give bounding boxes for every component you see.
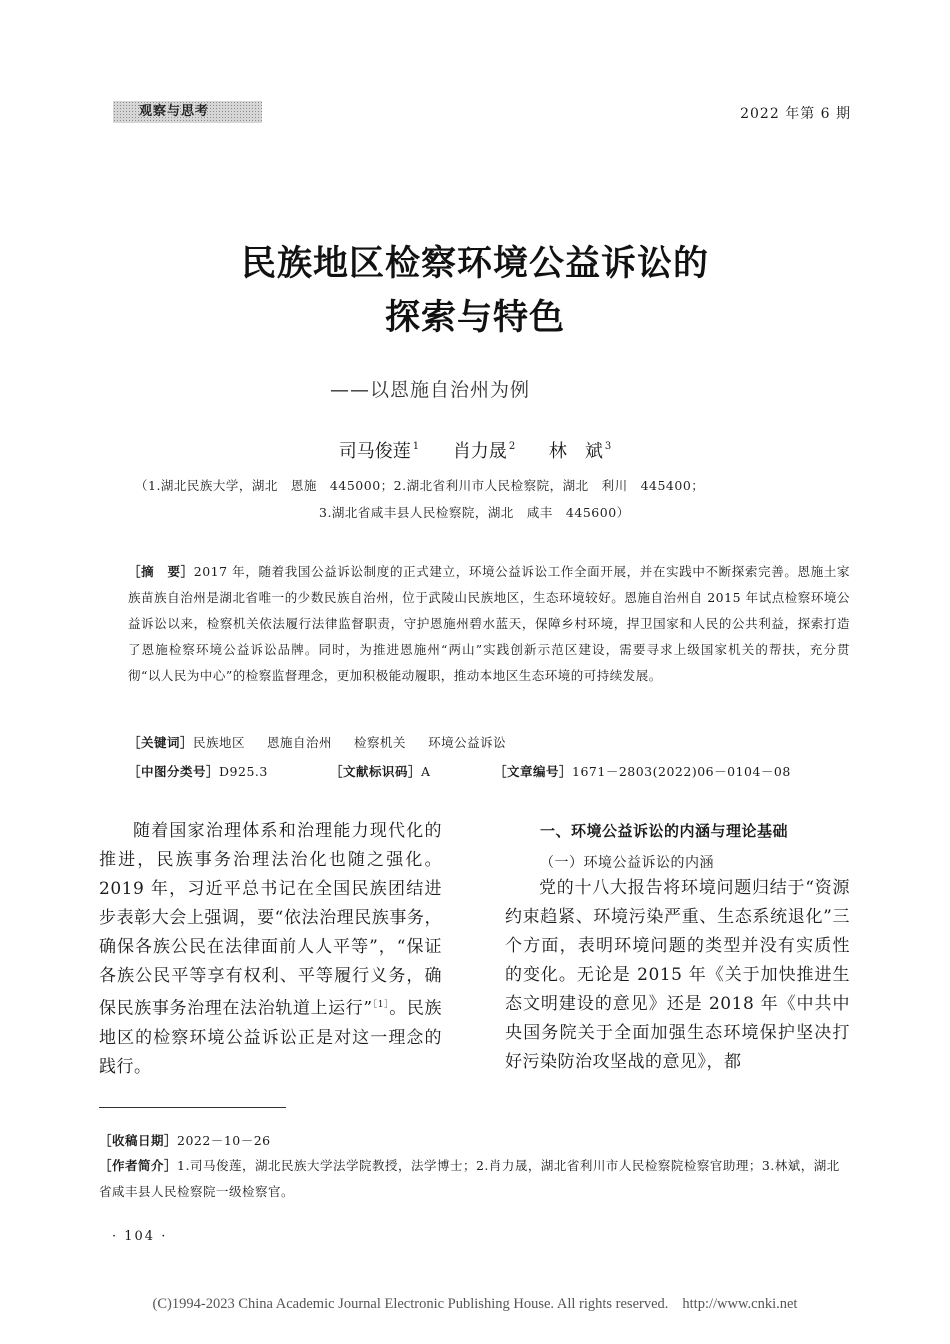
citation-ref: ［1］ bbox=[372, 1000, 390, 1010]
copyright-notice: (C)1994-2023 China Academic Journal Electronic Publishing House. All rights reserved. http://www.cnki.net bbox=[152, 1296, 798, 1312]
author: 肖力晟 $^2$ bbox=[452, 441, 516, 462]
body-right-column bbox=[505, 874, 850, 1077]
article-title-line1: 民族地区检察环境公益诉讼的 bbox=[240, 244, 709, 284]
affiliation-line2: 3.湖北省咸丰县人民检察院，湖北 咸丰 445600） bbox=[319, 505, 630, 520]
keyword: 检察机关 bbox=[354, 735, 407, 750]
article-number: ［文章编号］1671－2803(2022)06－0104－08 bbox=[494, 764, 791, 779]
footnote-divider bbox=[99, 1107, 286, 1108]
clc-number: ［中图分类号］D925.3 bbox=[128, 764, 268, 779]
abstract-text: 2017 年，随着我国公益诉讼制度的正式建立，环境公益诉讼工作全面开展，并在实践中不断探索完善。恩施土家族苗族自治州是湖北省唯一的少数民族自治州，位于武陵山民族地区，生态环境较好。恩施自治州自 2015 年试点检察环境公益诉讼以来，检察机关依法履行法律监督职责，守护恩施州碧水蓝天，保障乡村环境，捍卫国家和人民的公共利益，探索打造了恩施检察环境公益诉讼品牌。同时，为推进恩施州“两山”实践创新示范区建设，需要寻求上级国家机关的帮扶，充分贯彻“以人民为中心”的检察监督理念，更加积极能动履职，推动本地区生态环境的可持续发展。 bbox=[128, 564, 850, 683]
keywords bbox=[128, 733, 528, 751]
section-heading: 一、环境公益诉讼的内涵与理论基础 bbox=[540, 822, 789, 840]
author: 林 斌 $^3$ bbox=[548, 441, 612, 462]
keywords-label: ［关键词］ bbox=[128, 735, 194, 750]
author-bio: ［作者简介］1.司马俊莲，湖北民族大学法学院教授，法学博士；2.肖力晟，湖北省利川市人民检察院检察官助理；3.林斌，湖北省咸丰县人民检察院一级检察官。 bbox=[99, 1158, 840, 1199]
body-left-column bbox=[99, 817, 442, 1082]
body-paragraph: 党的十八大报告将环境问题归结于“资源约束趋紧、环境污染严重、生态系统退化”三个方面，表明环境问题的类型并没有实质性的变化。无论是 2015 年《关于加快推进生态文明建设的意见》还是 2018 年《中共中央国务院关于全面加强生态环境保护坚决打好污染防治攻坚战的意见》，都 bbox=[505, 878, 850, 1072]
author: 司马俊莲 $^1$ bbox=[338, 441, 420, 462]
document-code: ［文献标识码］A bbox=[330, 764, 431, 779]
affiliation-line1: （1.湖北民族大学，湖北 恩施 445000；2.湖北省利川市人民检察院，湖北 利川 445400； bbox=[135, 478, 705, 493]
subsection-heading: （一）环境公益诉讼的内涵 bbox=[540, 855, 714, 871]
author-list bbox=[0, 437, 950, 463]
abstract-label: ［摘 要］ bbox=[128, 564, 194, 579]
column-tag: 观察与思考 bbox=[113, 101, 262, 123]
keyword: 民族地区 bbox=[193, 735, 246, 750]
issue-number: 2022 年第 6 期 bbox=[740, 106, 851, 122]
article-title-line2: 探索与特色 bbox=[384, 298, 565, 338]
article-subtitle: ——以恩施自治州为例 bbox=[330, 379, 531, 401]
page-number: · 104 · bbox=[112, 1229, 168, 1244]
abstract bbox=[128, 559, 850, 689]
keyword: 恩施自治州 bbox=[267, 735, 333, 750]
keyword: 环境公益诉讼 bbox=[428, 735, 507, 750]
body-paragraph: 随着国家治理体系和治理能力现代化的推进，民族事务治理法治化也随之强化。2019 年，习近平总书记在全国民族团结进步表彰大会上强调，要“依法治理民族事务，确保各族公民在法律面前人人平等”，“保证各族公民平等享有权利、平等履行义务，确保民族事务治理在法治轨道上运行”$^{[1]}$。民族地区的检察环境公益诉讼正是对这一理念的践行。 bbox=[99, 821, 442, 1077]
cnki-link[interactable]: http://www.cnki.net bbox=[682, 1296, 798, 1312]
received-date: ［收稿日期］2022－10－26 bbox=[99, 1133, 271, 1148]
